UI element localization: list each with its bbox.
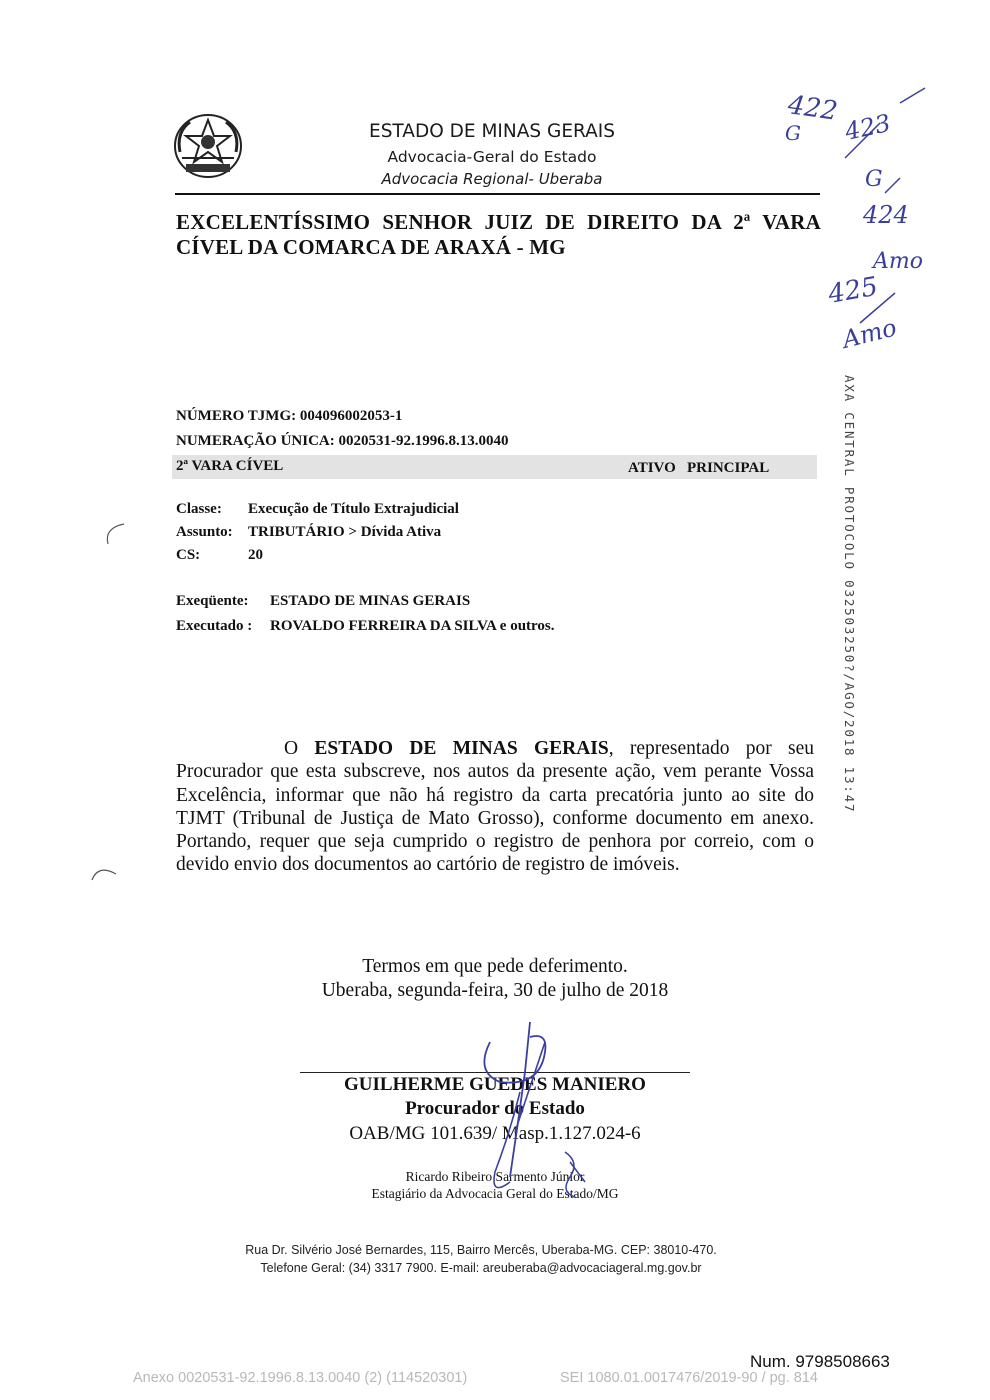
case-court: 2ª VARA CÍVEL bbox=[176, 458, 284, 474]
handwritten-signature bbox=[470, 1012, 610, 1212]
closing-place-date: Uberaba, segunda-feira, 30 de julho de 2018 bbox=[321, 980, 669, 1001]
hand-page-424: 424 bbox=[863, 201, 909, 229]
footer-contact: Telefone Geral: (34) 3317 7900. E-mail: areuberaba@advocaciageral.mg.gov.br bbox=[260, 1261, 702, 1275]
case-number-tjmg: NÚMERO TJMG: 004096002053-1 bbox=[176, 408, 403, 424]
hand-initial-g1: G bbox=[785, 121, 801, 145]
intern-role: Estagiário da Advocacia Geral do Estado/MG bbox=[371, 1186, 619, 1201]
document-number: Num. 9798508663 bbox=[750, 1352, 890, 1371]
body-lead: O bbox=[284, 738, 315, 759]
footer-address: Rua Dr. Silvério José Bernardes, 115, Bairro Mercês, Uberaba-MG. CEP: 38010-470. bbox=[245, 1243, 717, 1257]
header-state: ESTADO DE MINAS GERAIS bbox=[369, 121, 615, 142]
sei-reference: SEI 1080.01.0017476/2019-90 / pg. 814 bbox=[560, 1370, 818, 1386]
case-status: ATIVO PRINCIPAL bbox=[628, 460, 770, 476]
hand-initial-g2: G bbox=[865, 167, 883, 192]
case-unique-number: NUMERAÇÃO ÚNICA: 0020531-92.1996.8.13.0040 bbox=[176, 433, 509, 449]
cs-value: 20 bbox=[248, 547, 263, 563]
cs-label: CS: bbox=[176, 547, 201, 563]
addressee-heading: EXCELENTÍSSIMO SENHOR JUIZ DE DIREITO DA 2ª VARA CÍVEL DA COMARCA DE ARAXÁ - MG bbox=[176, 210, 821, 259]
assunto-label: Assunto: bbox=[176, 524, 233, 540]
annex-reference: Anexo 0020531-92.1996.8.13.0040 (2) (114520301) bbox=[133, 1370, 468, 1386]
exequente-label: Exeqüente: bbox=[176, 593, 249, 609]
exequente-value: ESTADO DE MINAS GERAIS bbox=[270, 593, 471, 609]
body-text: , representado por seu Procurador que esta subscreve, nos autos da presente ação, vem perante Vossa Excelência, informar que não há registro da carta precatória junto ao site do TJMT (Tribunal de Justiça de Mato Grosso), conforme documento em anexo. Portando, requer que seja cumprido o registro de penhora por correio, com o devido envio dos documentos ao cartório de registro de imóveis. bbox=[176, 738, 814, 876]
hand-initial-amo1: Amo bbox=[873, 249, 923, 274]
coat-of-arms-icon bbox=[172, 112, 244, 180]
classe-label: Classe: bbox=[176, 501, 222, 517]
assunto-value: TRIBUTÁRIO > Dívida Ativa bbox=[248, 524, 442, 540]
petition-body bbox=[176, 737, 814, 877]
classe-value: Execução de Título Extrajudicial bbox=[248, 501, 459, 517]
header-divider bbox=[175, 193, 820, 195]
signer-oab: OAB/MG 101.639/ Masp.1.127.024-6 bbox=[349, 1123, 641, 1144]
signer-role: Procurador do Estado bbox=[405, 1098, 585, 1119]
executado-value: ROVALDO FERREIRA DA SILVA e outros. bbox=[270, 618, 555, 634]
hand-page-423: 423 bbox=[842, 108, 894, 146]
protocol-stamp: AXA CENTRAL PROTOCOLO 032503250?/AGO/2018 13:47 bbox=[842, 375, 857, 814]
closing-block bbox=[176, 955, 814, 1003]
header-agency: Advocacia-Geral do Estado bbox=[387, 148, 597, 166]
scan-hole-mark bbox=[100, 520, 130, 550]
hand-page-425: 425 bbox=[826, 271, 881, 310]
hand-initial-amo2: Amo bbox=[839, 313, 900, 354]
executado-label: Executado : bbox=[176, 618, 253, 634]
hand-page-422: 422 bbox=[786, 90, 840, 127]
scan-hole-mark bbox=[88, 860, 122, 890]
header-regional-office: Advocacia Regional- Uberaba bbox=[381, 170, 603, 188]
handwritten-page-numbers bbox=[775, 78, 985, 378]
signer-name: GUILHERME GUEDES MANIERO bbox=[344, 1074, 646, 1095]
closing-request: Termos em que pede deferimento. bbox=[362, 956, 628, 977]
intern-name: Ricardo Ribeiro Sarmento Júnior bbox=[405, 1169, 585, 1184]
body-party: ESTADO DE MINAS GERAIS bbox=[314, 738, 609, 759]
